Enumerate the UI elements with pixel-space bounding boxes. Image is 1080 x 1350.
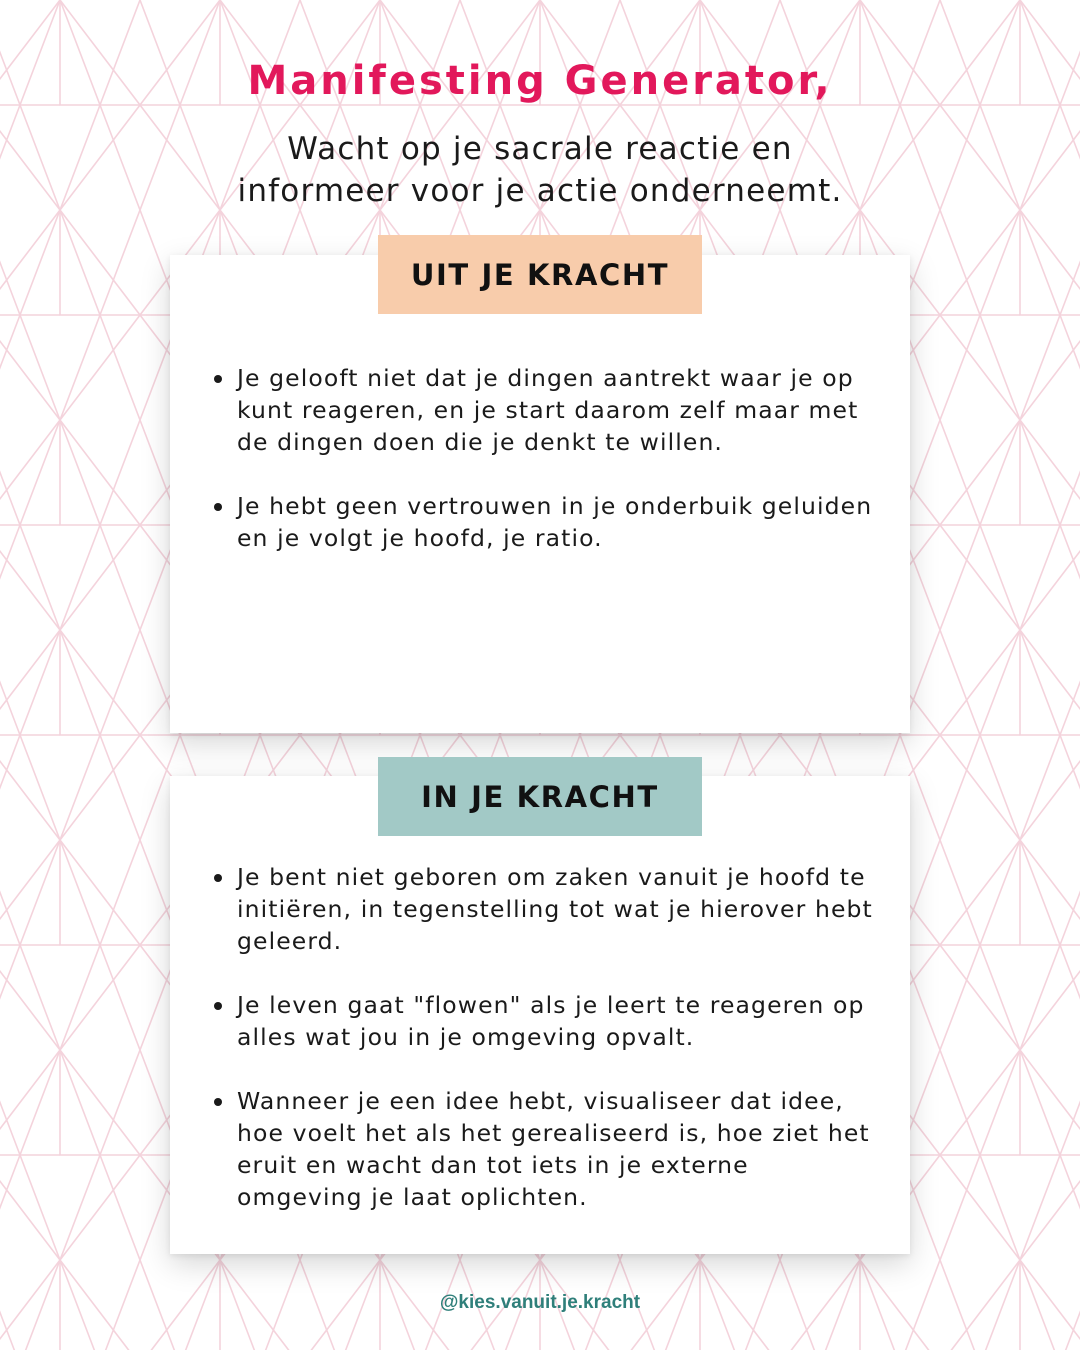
bullet-list-uit-je-kracht <box>212 362 882 586</box>
bullet-icon <box>214 375 222 383</box>
list-item-text: Wanneer je een idee hebt, visualiseer dat idee, hoe voelt het als het gerealiseerd is, hoe ziet het eruit en wacht dan tot iets in je externe omgeving je laat oplichten. <box>237 1087 870 1211</box>
subtitle-line-2: informeer voor je actie onderneemt. <box>237 173 843 209</box>
list-item-text: Je gelooft niet dat je dingen aantrekt waar je op kunt reageren, en je start daarom zelf maar met de dingen doen die je denkt te willen. <box>237 364 859 456</box>
list-item-text: Je hebt geen vertrouwen in je onderbuik geluiden en je volgt je hoofd, je ratio. <box>237 492 873 552</box>
bullet-icon <box>214 503 222 511</box>
section-label-in-je-kracht: IN JE KRACHT <box>378 757 702 836</box>
bullet-icon <box>214 1002 222 1010</box>
list-item <box>212 861 882 957</box>
page-subtitle <box>0 128 1080 212</box>
list-item <box>212 989 882 1053</box>
bullet-list-in-je-kracht <box>212 861 882 1245</box>
list-item-text: Je bent niet geboren om zaken vanuit je hoofd te initiëren, in tegenstelling tot wat je hierover hebt geleerd. <box>237 863 873 955</box>
section-label-uit-je-kracht: UIT JE KRACHT <box>378 235 702 314</box>
bullet-icon <box>214 1098 222 1106</box>
list-item <box>212 490 882 554</box>
list-item <box>212 362 882 458</box>
bullet-icon <box>214 874 222 882</box>
list-item <box>212 1085 882 1213</box>
social-handle[interactable]: @kies.vanuit.je.kracht <box>439 1292 641 1313</box>
list-item-text: Je leven gaat "flowen" als je leert te reageren op alles wat jou in je omgeving opvalt. <box>237 991 865 1051</box>
subtitle-line-1: Wacht op je sacrale reactie en <box>287 131 793 167</box>
page-title: Manifesting Generator, <box>247 58 833 104</box>
